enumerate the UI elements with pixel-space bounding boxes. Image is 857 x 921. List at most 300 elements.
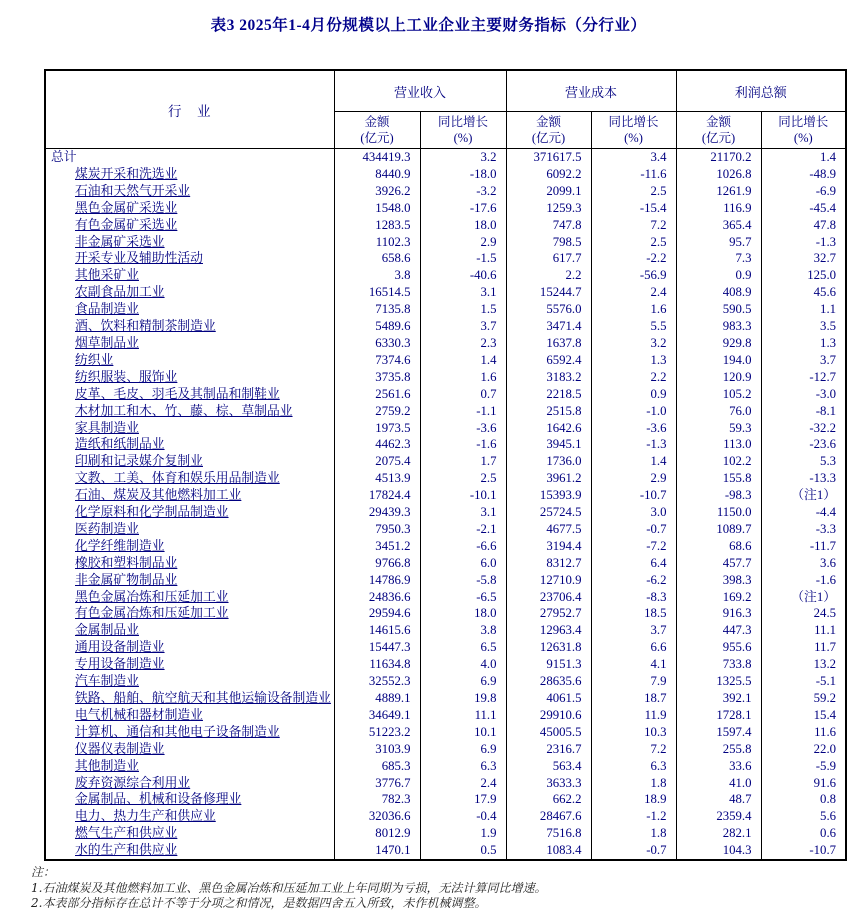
industry-link[interactable]: 有色金属矿采选业 — [75, 217, 178, 232]
value-cell: 19.8 — [420, 690, 506, 707]
value-cell: 4.1 — [591, 656, 676, 673]
subheader-line1: 金额 — [364, 115, 390, 129]
value-cell: 0.8 — [761, 791, 846, 808]
value-cell: 7.2 — [591, 217, 676, 234]
page-title: 表3 2025年1-4月份规模以上工业企业主要财务指标（分行业） — [210, 17, 647, 34]
industry-cell — [45, 724, 334, 741]
value-cell: -1.6 — [761, 572, 846, 589]
value-cell: 5489.6 — [334, 318, 420, 335]
industry-cell — [45, 403, 334, 420]
value-cell: 916.3 — [676, 605, 761, 622]
value-cell: 1470.1 — [334, 842, 420, 860]
value-cell: 1.8 — [591, 775, 676, 792]
industry-link[interactable]: 化学原料和化学制品制造业 — [75, 505, 229, 520]
industry-link[interactable]: 木材加工和木、竹、藤、棕、草制品业 — [75, 403, 293, 418]
industry-link[interactable]: 农副食品加工业 — [75, 285, 165, 300]
value-cell: 3961.2 — [506, 470, 591, 487]
industry-link[interactable]: 专用设备制造业 — [75, 657, 165, 672]
value-cell: 9151.3 — [506, 656, 591, 673]
value-cell: 5.6 — [761, 808, 846, 825]
value-cell: 1261.9 — [676, 183, 761, 200]
value-cell: 457.7 — [676, 555, 761, 572]
industry-total-label: 总计 — [51, 150, 77, 164]
industry-link[interactable]: 燃气生产和供应业 — [75, 826, 178, 841]
value-cell: 14786.9 — [334, 572, 420, 589]
table-row — [45, 605, 846, 622]
industry-link[interactable]: 烟草制品业 — [75, 335, 139, 350]
value-cell: 3194.4 — [506, 538, 591, 555]
table-row — [45, 234, 846, 251]
value-cell: -8.3 — [591, 589, 676, 606]
value-cell: 3.2 — [591, 335, 676, 352]
value-cell: 22.0 — [761, 741, 846, 758]
value-cell: 2.4 — [591, 284, 676, 301]
value-cell: 6.3 — [420, 758, 506, 775]
industry-link[interactable]: 纺织业 — [75, 352, 114, 367]
industry-cell — [45, 301, 334, 318]
industry-link[interactable]: 非金属矿采选业 — [75, 234, 165, 249]
value-cell: 5576.0 — [506, 301, 591, 318]
table-row — [45, 656, 846, 673]
value-cell: 17824.4 — [334, 487, 420, 504]
industry-cell — [45, 555, 334, 572]
industry-cell — [45, 217, 334, 234]
industry-cell — [45, 284, 334, 301]
industry-link[interactable]: 其他制造业 — [75, 758, 139, 773]
industry-link[interactable]: 皮革、毛皮、羽毛及其制品和制鞋业 — [75, 386, 280, 401]
value-cell: 45.6 — [761, 284, 846, 301]
value-cell: -3.6 — [591, 420, 676, 437]
value-cell: -2.1 — [420, 521, 506, 538]
industry-link[interactable]: 煤炭开采和洗选业 — [75, 166, 178, 181]
industry-link[interactable]: 化学纤维制造业 — [75, 538, 165, 553]
value-cell: 3.4 — [591, 149, 676, 166]
table-row — [45, 724, 846, 741]
value-cell: 32552.3 — [334, 673, 420, 690]
value-cell: 18.5 — [591, 605, 676, 622]
value-cell: 2316.7 — [506, 741, 591, 758]
value-cell: 91.6 — [761, 775, 846, 792]
value-cell: 3735.8 — [334, 369, 420, 386]
table-row — [45, 791, 846, 808]
subheader-line2: (%) — [793, 131, 813, 145]
industry-cell — [45, 470, 334, 487]
industry-link[interactable]: 印刷和记录媒介复制业 — [75, 454, 203, 469]
value-cell: 4677.5 — [506, 521, 591, 538]
table-row — [45, 504, 846, 521]
value-cell: -6.6 — [420, 538, 506, 555]
value-cell: -1.3 — [761, 234, 846, 251]
value-cell: -48.9 — [761, 166, 846, 183]
value-cell: 11.1 — [420, 707, 506, 724]
value-cell: 1.1 — [761, 301, 846, 318]
value-cell: 1.4 — [591, 453, 676, 470]
value-cell: 3.7 — [591, 622, 676, 639]
value-cell: （注1） — [761, 487, 846, 504]
value-cell: 95.7 — [676, 234, 761, 251]
value-cell: 1736.0 — [506, 453, 591, 470]
industry-cell — [45, 605, 334, 622]
value-cell: 3.5 — [761, 318, 846, 335]
value-cell: （注1） — [761, 589, 846, 606]
table-row — [45, 673, 846, 690]
value-cell: 6592.4 — [506, 352, 591, 369]
industry-link[interactable]: 水的生产和供应业 — [75, 843, 178, 858]
value-cell: 155.8 — [676, 470, 761, 487]
value-cell: 18.0 — [420, 217, 506, 234]
value-cell: 6.3 — [591, 758, 676, 775]
value-cell: -56.9 — [591, 267, 676, 284]
value-cell: 9766.8 — [334, 555, 420, 572]
industry-cell — [45, 166, 334, 183]
value-cell: 4889.1 — [334, 690, 420, 707]
industry-link[interactable]: 电气机械和器材制造业 — [75, 707, 203, 722]
industry-cell — [45, 707, 334, 724]
industry-link[interactable]: 铁路、船舶、航空航天和其他运输设备制造业 — [75, 691, 331, 705]
value-cell: 2218.5 — [506, 386, 591, 403]
value-cell: 18.9 — [591, 791, 676, 808]
value-cell: 102.2 — [676, 453, 761, 470]
value-cell: -3.6 — [420, 420, 506, 437]
table-row — [45, 352, 846, 369]
value-cell: 1283.5 — [334, 217, 420, 234]
value-cell: 392.1 — [676, 690, 761, 707]
value-cell: 41.0 — [676, 775, 761, 792]
value-cell: 2.2 — [591, 369, 676, 386]
value-cell: 2515.8 — [506, 403, 591, 420]
value-cell: 2759.2 — [334, 403, 420, 420]
value-cell: 10.3 — [591, 724, 676, 741]
value-cell: 47.8 — [761, 217, 846, 234]
value-cell: -10.7 — [761, 842, 846, 860]
value-cell: 2.5 — [591, 183, 676, 200]
value-cell: 105.2 — [676, 386, 761, 403]
value-cell: 4.0 — [420, 656, 506, 673]
table-row — [45, 183, 846, 200]
value-cell: 7950.3 — [334, 521, 420, 538]
table-row — [45, 555, 846, 572]
industry-cell — [45, 622, 334, 639]
value-cell: 113.0 — [676, 436, 761, 453]
value-cell: 25724.5 — [506, 504, 591, 521]
value-cell: 24.5 — [761, 605, 846, 622]
table-row — [45, 521, 846, 538]
industry-link[interactable]: 酒、饮料和精制茶制造业 — [75, 319, 216, 334]
table-row — [45, 589, 846, 606]
value-cell: 6092.2 — [506, 166, 591, 183]
value-cell: 3.2 — [420, 149, 506, 166]
value-cell: -11.7 — [761, 538, 846, 555]
value-cell: 1026.8 — [676, 166, 761, 183]
value-cell: 798.5 — [506, 234, 591, 251]
table-row — [45, 487, 846, 504]
industry-link[interactable]: 通用设备制造业 — [75, 640, 165, 655]
industry-link[interactable]: 其他采矿业 — [75, 268, 139, 283]
value-cell: -3.0 — [761, 386, 846, 403]
industry-cell — [45, 656, 334, 673]
value-cell: 0.9 — [676, 267, 761, 284]
value-cell: 7.3 — [676, 250, 761, 267]
value-cell: 1.3 — [761, 335, 846, 352]
value-cell: -45.4 — [761, 200, 846, 217]
industry-link[interactable]: 电力、热力生产和供应业 — [75, 809, 216, 824]
industry-link[interactable]: 医药制造业 — [75, 521, 139, 536]
value-cell: 2075.4 — [334, 453, 420, 470]
value-cell: 11.9 — [591, 707, 676, 724]
value-cell: 2.3 — [420, 335, 506, 352]
industry-link[interactable]: 食品制造业 — [75, 302, 139, 317]
value-cell: 747.8 — [506, 217, 591, 234]
subheader-line2: (%) — [624, 131, 643, 145]
value-cell: 2099.1 — [506, 183, 591, 200]
industry-link[interactable]: 造纸和纸制品业 — [75, 437, 165, 452]
industry-link[interactable]: 仪器仪表制造业 — [75, 741, 165, 756]
industry-cell — [45, 352, 334, 369]
value-cell: 6.9 — [420, 673, 506, 690]
col-subheader-revenue-growth — [420, 112, 506, 149]
financial-indicators-table — [44, 69, 847, 861]
value-cell: 733.8 — [676, 656, 761, 673]
industry-cell — [45, 741, 334, 758]
industry-link[interactable]: 黑色金属矿采选业 — [75, 200, 178, 215]
table-row — [45, 436, 846, 453]
value-cell: 4462.3 — [334, 436, 420, 453]
table-row — [45, 775, 846, 792]
industry-link[interactable]: 计算机、通信和其他电子设备制造业 — [75, 724, 280, 739]
table-row — [45, 741, 846, 758]
value-cell: -3.3 — [761, 521, 846, 538]
industry-link[interactable]: 文教、工美、体育和娱乐用品制造业 — [75, 471, 280, 486]
value-cell: -15.4 — [591, 200, 676, 217]
value-cell: -1.2 — [591, 808, 676, 825]
value-cell: 33.6 — [676, 758, 761, 775]
industry-cell — [45, 842, 334, 860]
value-cell: -10.1 — [420, 487, 506, 504]
value-cell: 29439.3 — [334, 504, 420, 521]
industry-cell — [45, 420, 334, 437]
value-cell: 685.3 — [334, 758, 420, 775]
table-row — [45, 217, 846, 234]
value-cell: 116.9 — [676, 200, 761, 217]
value-cell: -17.6 — [420, 200, 506, 217]
table-row — [45, 250, 846, 267]
value-cell: 120.9 — [676, 369, 761, 386]
value-cell: 0.6 — [761, 825, 846, 842]
subheader-line1: 同比增长 — [778, 115, 829, 129]
industry-cell — [45, 234, 334, 251]
industry-link[interactable]: 家具制造业 — [75, 420, 139, 435]
value-cell: 3.0 — [591, 504, 676, 521]
value-cell: 68.6 — [676, 538, 761, 555]
value-cell: 1.6 — [591, 301, 676, 318]
value-cell: 3.8 — [420, 622, 506, 639]
value-cell: 11.1 — [761, 622, 846, 639]
value-cell: -5.1 — [761, 673, 846, 690]
value-cell: 1548.0 — [334, 200, 420, 217]
value-cell: 2561.6 — [334, 386, 420, 403]
value-cell: 8012.9 — [334, 825, 420, 842]
value-cell: 11.7 — [761, 639, 846, 656]
value-cell: 371617.5 — [506, 149, 591, 166]
value-cell: 15393.9 — [506, 487, 591, 504]
value-cell: 1102.3 — [334, 234, 420, 251]
industry-cell — [45, 487, 334, 504]
value-cell: 365.4 — [676, 217, 761, 234]
col-group-revenue: 营业收入 — [334, 70, 506, 112]
value-cell: 3945.1 — [506, 436, 591, 453]
value-cell: -6.5 — [420, 589, 506, 606]
value-cell: 3471.4 — [506, 318, 591, 335]
value-cell: 1637.8 — [506, 335, 591, 352]
value-cell: 29910.6 — [506, 707, 591, 724]
value-cell: 1083.4 — [506, 842, 591, 860]
value-cell: 6.6 — [591, 639, 676, 656]
table-row — [45, 403, 846, 420]
table-row — [45, 369, 846, 386]
value-cell: 2359.4 — [676, 808, 761, 825]
table-row — [45, 538, 846, 555]
industry-link[interactable]: 金属制品、机械和设备修理业 — [75, 792, 242, 807]
value-cell: 12631.8 — [506, 639, 591, 656]
value-cell: 0.7 — [420, 386, 506, 403]
value-cell: 48.7 — [676, 791, 761, 808]
value-cell: 3.7 — [761, 352, 846, 369]
value-cell: 6330.3 — [334, 335, 420, 352]
value-cell: 3.8 — [334, 267, 420, 284]
industry-cell — [45, 791, 334, 808]
industry-link[interactable]: 黑色金属冶炼和压延加工业 — [75, 589, 229, 604]
value-cell: 3.1 — [420, 284, 506, 301]
value-cell: -0.4 — [420, 808, 506, 825]
value-cell: 3451.2 — [334, 538, 420, 555]
industry-link[interactable]: 非金属矿物制品业 — [75, 572, 178, 587]
value-cell: -98.3 — [676, 487, 761, 504]
table-row — [45, 622, 846, 639]
value-cell: 76.0 — [676, 403, 761, 420]
table-row — [45, 758, 846, 775]
table-row — [45, 842, 846, 860]
industry-cell — [45, 690, 334, 707]
value-cell: -0.7 — [591, 842, 676, 860]
value-cell: -1.6 — [420, 436, 506, 453]
value-cell: 11634.8 — [334, 656, 420, 673]
value-cell: 3183.2 — [506, 369, 591, 386]
subheader-line1: 金额 — [706, 115, 732, 129]
col-subheader-profit-amount — [676, 112, 761, 149]
industry-cell — [45, 386, 334, 403]
industry-cell — [45, 639, 334, 656]
industry-link[interactable]: 石油、煤炭及其他燃料加工业 — [75, 488, 242, 503]
value-cell: 15.4 — [761, 707, 846, 724]
value-cell: 28467.6 — [506, 808, 591, 825]
value-cell: 1.4 — [420, 352, 506, 369]
value-cell: 1728.1 — [676, 707, 761, 724]
table-row — [45, 707, 846, 724]
value-cell: 7.2 — [591, 741, 676, 758]
industry-link[interactable]: 废弃资源综合利用业 — [75, 775, 191, 790]
value-cell: 1.3 — [591, 352, 676, 369]
table-row — [45, 318, 846, 335]
value-cell: -1.0 — [591, 403, 676, 420]
col-subheader-profit-growth — [761, 112, 846, 149]
industry-link[interactable]: 汽车制造业 — [75, 674, 139, 689]
col-group-cost: 营业成本 — [506, 70, 676, 112]
industry-cell — [45, 589, 334, 606]
table-row — [45, 639, 846, 656]
value-cell: 6.9 — [420, 741, 506, 758]
value-cell: -13.3 — [761, 470, 846, 487]
value-cell: 7374.6 — [334, 352, 420, 369]
industry-cell — [45, 335, 334, 352]
table-row — [45, 284, 846, 301]
subheader-line2: (亿元) — [360, 131, 394, 145]
value-cell: 1.9 — [420, 825, 506, 842]
value-cell: 1.5 — [420, 301, 506, 318]
col-subheader-cost-growth — [591, 112, 676, 149]
value-cell: 18.0 — [420, 605, 506, 622]
value-cell: 3103.9 — [334, 741, 420, 758]
industry-link[interactable]: 纺织服装、服饰业 — [75, 369, 178, 384]
industry-cell — [45, 504, 334, 521]
table-row — [45, 149, 846, 166]
value-cell: 1.7 — [420, 453, 506, 470]
value-cell: 282.1 — [676, 825, 761, 842]
value-cell: 1597.4 — [676, 724, 761, 741]
industry-cell — [45, 200, 334, 217]
value-cell: 28635.6 — [506, 673, 591, 690]
value-cell: 51223.2 — [334, 724, 420, 741]
table-row — [45, 200, 846, 217]
value-cell: 8312.7 — [506, 555, 591, 572]
value-cell: 16514.5 — [334, 284, 420, 301]
industry-link[interactable]: 橡胶和塑料制品业 — [75, 555, 178, 570]
industry-link[interactable]: 有色金属冶炼和压延加工业 — [75, 606, 229, 621]
industry-link[interactable]: 金属制品业 — [75, 623, 139, 638]
value-cell: 1973.5 — [334, 420, 420, 437]
value-cell: 3776.7 — [334, 775, 420, 792]
industry-cell — [45, 436, 334, 453]
industry-link[interactable]: 开采专业及辅助性活动 — [75, 251, 203, 266]
value-cell: -32.2 — [761, 420, 846, 437]
table-row — [45, 453, 846, 470]
industry-cell — [45, 267, 334, 284]
value-cell: -11.6 — [591, 166, 676, 183]
value-cell: 18.7 — [591, 690, 676, 707]
value-cell: 5.3 — [761, 453, 846, 470]
value-cell: 8440.9 — [334, 166, 420, 183]
col-group-profit: 利润总额 — [676, 70, 846, 112]
value-cell: -7.2 — [591, 538, 676, 555]
table-row — [45, 166, 846, 183]
value-cell: 3633.3 — [506, 775, 591, 792]
value-cell: 662.2 — [506, 791, 591, 808]
industry-link[interactable]: 石油和天然气开采业 — [75, 183, 191, 198]
value-cell: 658.6 — [334, 250, 420, 267]
industry-cell — [45, 775, 334, 792]
value-cell: 408.9 — [676, 284, 761, 301]
value-cell: -3.2 — [420, 183, 506, 200]
value-cell: 32036.6 — [334, 808, 420, 825]
value-cell: -0.7 — [591, 521, 676, 538]
value-cell: 398.3 — [676, 572, 761, 589]
value-cell: 7.9 — [591, 673, 676, 690]
value-cell: 1642.6 — [506, 420, 591, 437]
value-cell: 1150.0 — [676, 504, 761, 521]
value-cell: 2.5 — [591, 234, 676, 251]
value-cell: 563.4 — [506, 758, 591, 775]
value-cell: 3.7 — [420, 318, 506, 335]
table-row — [45, 267, 846, 284]
